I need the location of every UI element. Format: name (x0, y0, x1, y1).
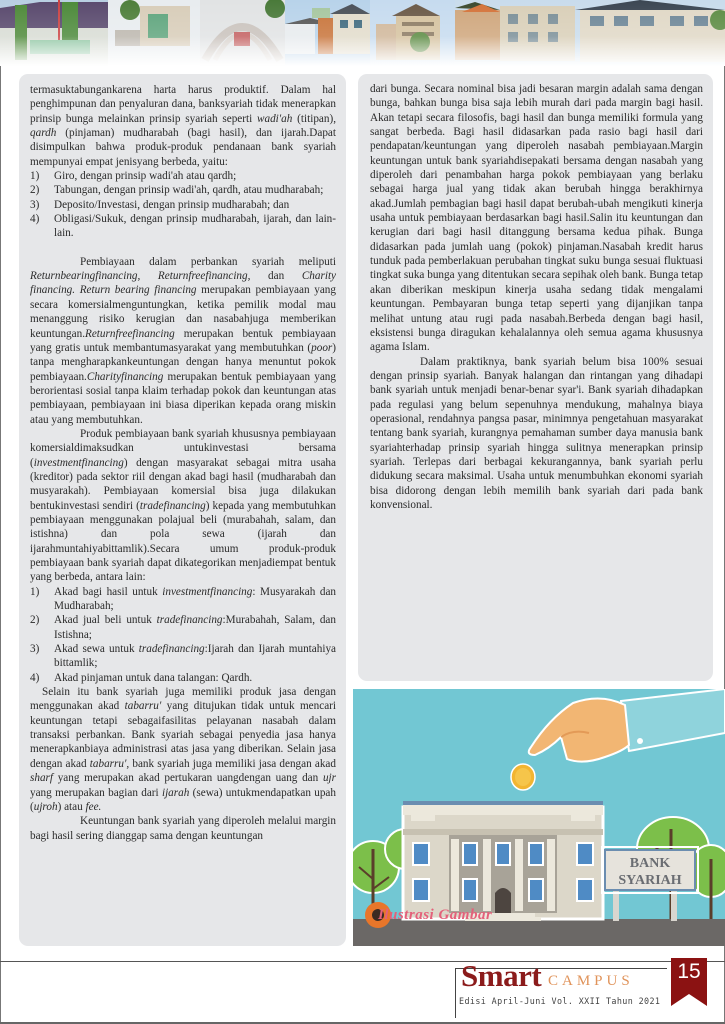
list-item (30, 198, 336, 212)
text-run: merupakan pembiayaan yang secara komersialmenguntungkan, ketika pemilik modal mau menanggung risiko kerugian dan nasabahjuga memberikan keuntungan. (30, 284, 336, 340)
italic-term: tradefinancing (138, 643, 205, 656)
text-run: ) kepada yang membutuhkan pembiayaan menggunakan polajual beli (murabahah, salam, dan istishna) dan pola sewa (ijarah dan ijarahmuntahiyabittamlik).Secara umum produk-produk pembiayaan bank syariah dapat dikategorikan menjadiempat bentuk yang berbeda, antara lain: (30, 499, 337, 584)
text-run: dan (250, 270, 302, 283)
right-paragraph-1: dari bunga. Secara nominal bisa jadi besaran margin adalah sama dengan bunga, bahkan bunga bisa saja lebih murah dari pada margin bagi hasil. Akan tetapi secara filosofis, bagi hasil dan bunga memiliki formula yang sangat berbeda. Bagi hasil didasarkan pada rasio bagi hasil dari pendapatan/keuntungan yang diperoleh nasabah pembiayaan.Margin keuntungan untuk bank syariahdisepakati bersama dengan nasabah yang diperoleh dari penambahan harga pokok pembiayaan yang berlaku sebagai harga jual yang tidak akan berubah hingga berakhirnya akad.Jumlah pembagian bagi hasil dapat berubah-ubah mengikuti kinerja usaha untuk pembiayaan berdasarkan bagi hasil.Salin itu keuntungan dan kerugian dari bagi hasil ditanggung bersama kedua pihak. Bunga didasarkan pada jumlah uang (pokok) pinjaman.Nasabah kredit harus tunduk pada pemberlakuan perubahan tingkat suku bunga sesuai fluktuasi tingkat suka bunga yang ditentukan secara sepihak oleh bank. Bunga tetap akan diberikan meskipun kinerja usaha sedang tidak mengalami keuntungan. Pembayaran bunga tetap seperti yang dijanjikan tanpa melihat untung atau rugi pada nasabah.Berbeda dengan bagi hasil, eksistensi bunga diragukan kehalalannya oleh semua agama khususnya agama Islam. (370, 83, 703, 354)
list-text: Obligasi/Sukuk, dengan prinsip mudharabah, ijarah, dan lain-lain. (54, 213, 336, 240)
text-run: termasuktabungankarena harta harus produktif. Dalam hal penghimpunan dan penyaluran dana, banksyariah tidak menerapkan prinsip bunga melainkan prinsip syariah seperti (30, 84, 336, 125)
italic-term: poor (311, 341, 333, 354)
italic-term: ujr (322, 772, 336, 785)
list-item (30, 671, 336, 685)
bank-building-icon (403, 801, 603, 921)
text-run: yang ditujukan tidak untuk mencari keuntungan tetapi sebagaifasilitas pelayanan nasabah dalam transaksi perbankan. Bank syariah sebagai penyedia jasa hanya menerapkanbiaya administrasi atas jasa yang diberikan. Selain jasa dengan akad (30, 700, 337, 770)
page-number-badge (671, 958, 707, 1006)
financing-contracts-list (30, 585, 336, 685)
italic-term: wadi'ah (257, 112, 293, 125)
gold-coin-icon (511, 764, 535, 790)
list-text: Akad bagi hasil untuk (54, 585, 163, 598)
hand-dropping-coin-icon (529, 689, 725, 762)
text-run: yang merupakan bagian dari (30, 786, 162, 799)
italic-term: investmentfinancing (162, 585, 253, 598)
list-number: 3) (30, 198, 40, 211)
brand-smart: Smart (461, 958, 542, 993)
left-paragraph-3 (30, 427, 336, 585)
text-run: (pinjaman) mudharabah (bagi hasil), dan ijarah.Dapat disimpulkan bahwa produk-produk pendanaan bank syariah mempunyai empat jenisyang berbeda, yaitu: (30, 127, 336, 168)
italic-term: investmentfinancing (33, 456, 124, 469)
text-run: Produk pembiayaan bank syariah khususnya pembiayaan komersialdimaksudkan untukinvestasi bersama ( (30, 427, 336, 469)
edition-info: Edisi April-Juni Vol. XXII Tahun 2021 (459, 996, 661, 1006)
list-text: Deposito/Investasi, dengan prinsip mudharabah; dan (54, 198, 290, 211)
text-run: yang merupakan akad pertukaran uangdengan uang dan (53, 772, 323, 785)
text-run: Selain itu bank syariah juga memiliki produk jasa dengan menggunakan akad (30, 686, 336, 713)
text-run: ) atau (57, 800, 86, 813)
list-number: 1) (30, 170, 40, 183)
bank-syariah-sign (602, 847, 698, 921)
text-run: merupakan bentuk pembiayaan yang berorientasi sosial tanpa klaim terhadap pokok dan keuntungan atas pembiayaan, pembiayaan ini biasa diperikan kepada orang miskin atau yang membutuhkan. (30, 370, 336, 426)
list-text: :Ijarah dan Ijarah muntahiya bittamlik; (54, 643, 336, 670)
text-run: ) tanpa mengharapkankeuntungan dengan hanya menuntut pokok pembiayaan. (30, 341, 336, 383)
list-number: 3) (30, 643, 40, 656)
list-number: 4) (30, 213, 40, 226)
italic-term: Charity financing. Return bearing financing (30, 270, 337, 297)
left-paragraph-1 (30, 83, 336, 169)
funding-products-list (30, 169, 336, 241)
left-paragraph-2 (30, 255, 336, 427)
list-text: Tabungan, dengan prinsip wadi'ah, qardh, atau mudharabah; (54, 184, 324, 197)
italic-term: tabarru', (89, 757, 130, 770)
list-text: Giro, dengan prinsip wadi'ah atau qardh; (54, 170, 237, 183)
list-item (30, 183, 336, 197)
left-paragraph-4 (30, 685, 336, 814)
brand-campus: CAMPUS (548, 973, 634, 989)
list-text: : Musyarakah dan Mudharabah; (54, 585, 337, 613)
italic-term: Charityfinancing (86, 370, 164, 383)
italic-term: tradefinancing (156, 614, 223, 627)
sign-line-2: SYARIAH (618, 873, 682, 888)
italic-term: fee. (85, 800, 102, 813)
italic-term: Returnfreefinancing (85, 327, 175, 340)
header-banner (0, 0, 725, 66)
list-number: 1) (30, 585, 40, 598)
list-item (30, 585, 336, 614)
list-text: :Murabahah, Salam, dan Istishna; (54, 614, 336, 641)
italic-term: tabarru' (124, 700, 162, 713)
italic-term: tradefinancing (139, 499, 206, 512)
page-number: 15 (677, 960, 701, 983)
left-paragraph-5: Keuntungan bank syariah yang diperoleh melalui margin bagi hasil sering dianggap sama dengan keuntungan (30, 815, 336, 842)
list-item (30, 642, 336, 671)
list-text: Akad jual beli untuk (54, 614, 157, 627)
list-text: Akad pinjaman untuk dana talangan: Qardh. (54, 671, 253, 684)
italic-term: Returnbearingfinancing, Returnfreefinancing, (30, 270, 251, 283)
paragraph-gap (30, 241, 336, 255)
right-paragraph-2: Dalam praktiknya, bank syariah belum bisa 100% sesuai dengan prinsip syariah. Banyak halangan dan rintangan yang dihadapi bank syariah untuk menjadi benar-benar syar'i. Bank syariah dihadapkan pada regulasi yang belum sepenuhnya mendukung, mahalnya biaya operasional, rendahnya pangsa pasar, minimnya pengetahuan masyarakat tentang bank syariah, kurangnya pemahaman sumber daya manusia bank syariahterhadap prinsip syariah hingga sulitnya menerapkan prinsip syariah. Terlepas dari berbagai kekurangannya, bank syariah perlu didukung secara maksimal. Usaha untuk menumbuhkan ekonomi syariah bisa didorong dengan lebih memilih bank syariah dari pada bank konvensional. (370, 355, 703, 511)
magazine-brand (455, 958, 677, 1020)
sign-line-1: BANK (629, 856, 671, 871)
list-item (30, 613, 336, 642)
list-item (30, 212, 336, 241)
italic-term: ujroh (33, 800, 58, 813)
list-number: 2) (30, 184, 40, 197)
text-run: (titipan), (292, 112, 337, 125)
italic-term: sharf (30, 772, 54, 785)
right-column-panel (358, 74, 713, 681)
list-item (30, 169, 336, 183)
text-run: merupakan bentuk pembiayaan yang gratis untuk membantumasyarakat yang membutuhkan ( (30, 327, 336, 354)
italic-term: ijarah (161, 786, 190, 799)
text-run: (sewa) untukmendapatkan upah ( (30, 786, 336, 813)
left-column-panel (19, 74, 346, 946)
text-run: ) dengan masyarakat sebagai mitra usaha (kreditor) pada sektor riil dengan akad bagi hasil (mudharabah dan musyarakah). Pembiayaan komersial bisa juga dilakukan bentukinvestasi sendiri ( (30, 456, 336, 512)
list-number: 4) (30, 671, 40, 684)
banner-fade-overlay (0, 0, 725, 66)
bank-syariah-illustration (353, 689, 725, 946)
list-text: Akad sewa untuk (54, 643, 139, 656)
list-number: 2) (30, 614, 40, 627)
italic-term: qardh (30, 127, 57, 140)
text-run: Pembiayaan dalam perbankan syariah meliputi (80, 255, 336, 268)
text-run: bank syariah juga memiliki jasa dengan akad (129, 757, 336, 770)
illustration-watermark: Ilustrasi Gambar (378, 907, 493, 923)
